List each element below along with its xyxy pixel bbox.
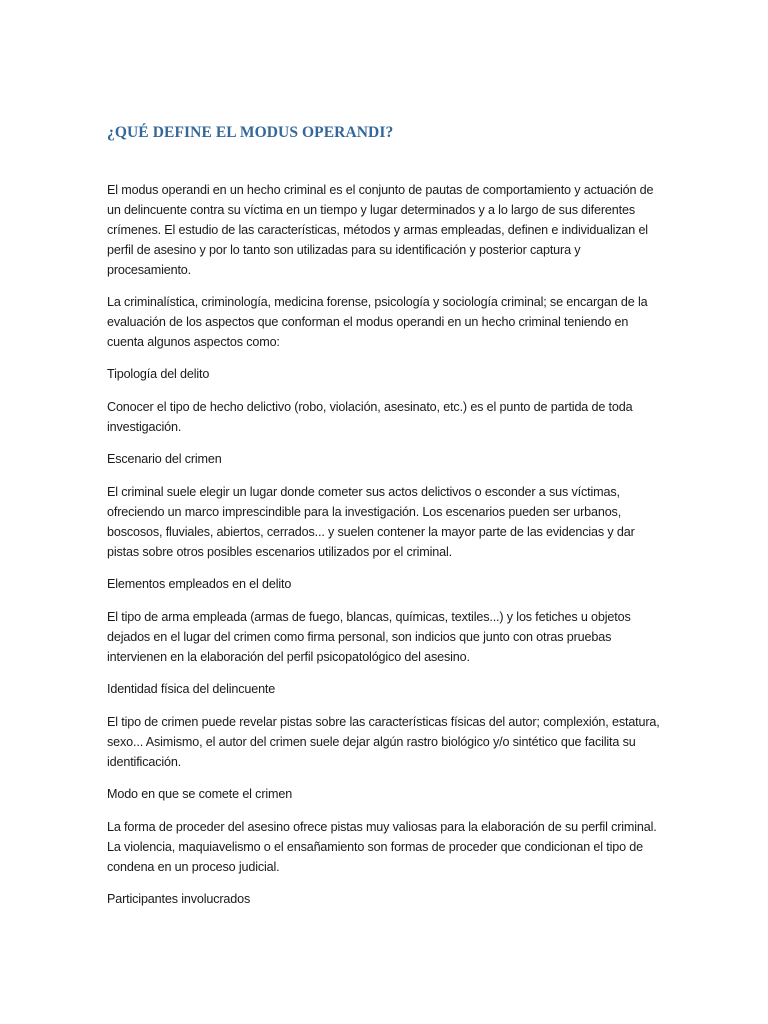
subheading-modo: Modo en que se comete el crimen: [107, 787, 293, 801]
paragraph-tipologia: Conocer el tipo de hecho delictivo (robo, violación, asesinato, etc.) es el punto de partida de toda investigación.: [107, 400, 633, 434]
paragraph-identidad: El tipo de crimen puede revelar pistas sobre las características físicas del autor; complexión, estatura, sexo... Asimismo, el autor del crimen suele dejar algún rastro biológico y/o sintético que facilita su identificación.: [107, 715, 660, 769]
document-title: ¿QUÉ DEFINE EL MODUS OPERANDI?: [107, 124, 394, 141]
subheading-identidad: Identidad física del delincuente: [107, 682, 276, 696]
subheading-tipologia: Tipología del delito: [107, 367, 210, 381]
subheading-escenario: Escenario del crimen: [107, 452, 222, 466]
subheading-elementos: Elementos empleados en el delito: [107, 577, 292, 591]
document-body: [107, 180, 667, 922]
paragraph-disciplines: La criminalística, criminología, medicina forense, psicología y sociología criminal; se encargan de la evaluación de los aspectos que conforman el modus operandi en un hecho criminal teniendo en cuenta algunos aspectos como:: [107, 295, 648, 349]
paragraph-elementos: El tipo de arma empleada (armas de fuego, blancas, químicas, textiles...) y los fetiches u objetos dejados en el lugar del crimen como firma personal, son indicios que junto con otras pruebas intervienen en la elaboración del perfil psicopatológico del asesino.: [107, 610, 631, 664]
subheading-participantes: Participantes involucrados: [107, 892, 251, 906]
paragraph-definition: El modus operandi en un hecho criminal es el conjunto de pautas de comportamiento y actuación de un delincuente contra su víctima en un tiempo y lugar determinados y a lo largo de sus diferentes crímenes. El estudio de las características, métodos y armas empleadas, definen e individualizan el perfil de asesino y por lo tanto son utilizadas para su identificación y posterior captura y procesamiento.: [107, 183, 654, 277]
paragraph-escenario: El criminal suele elegir un lugar donde cometer sus actos delictivos o esconder a sus víctimas, ofreciendo un marco imprescindible para la investigación. Los escenarios pueden ser urbanos, boscosos, fluviales, abiertos, cerrados... y suelen contener la mayor parte de las evidencias y dar pistas sobre otros posibles escenarios utilizados por el criminal.: [107, 485, 635, 559]
paragraph-modo: La forma de proceder del asesino ofrece pistas muy valiosas para la elaboración de su perfil criminal. La violencia, maquiavelismo o el ensañamiento son formas de proceder que condicionan el tipo de condena en un proceso judicial.: [107, 820, 657, 874]
